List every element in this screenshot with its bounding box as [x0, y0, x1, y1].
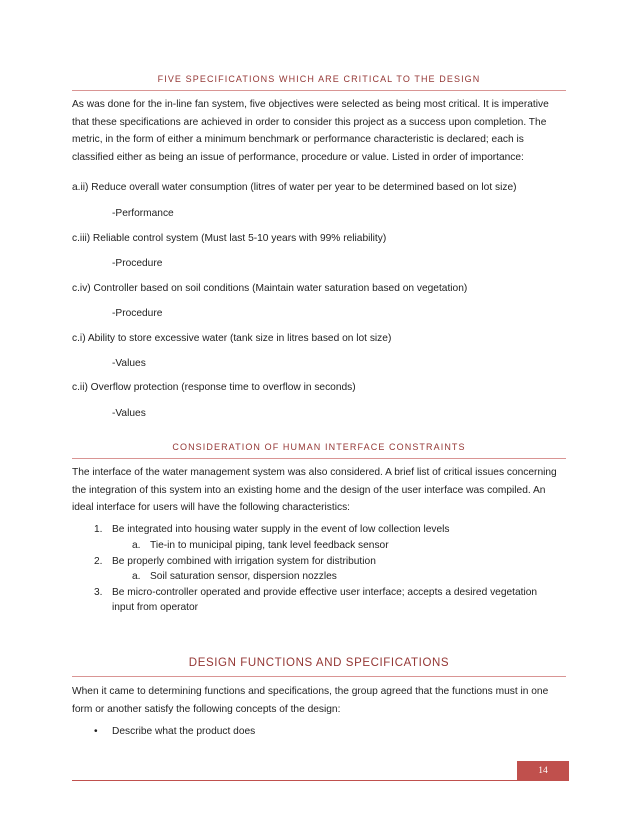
spec-item-1-category: -Performance [112, 208, 174, 219]
list-number-2: 2. [94, 556, 103, 567]
list-item-3: Be micro-controller operated and provide effective user interface; accepts a desired vegetation [112, 587, 538, 598]
section-heading-human-interface: CONSIDERATION OF HUMAN INTERFACE CONSTRAINTS [172, 442, 466, 452]
list-subitem-2a: Soil saturation sensor, dispersion nozzles [150, 571, 337, 582]
spec-item-4-category: -Values [112, 358, 146, 369]
spec-item-5: c.ii) Overflow protection (response time to overflow in seconds) [72, 382, 356, 393]
spec-item-2-category: -Procedure [112, 258, 163, 269]
footer-divider [72, 780, 566, 781]
bullet-icon: • [94, 726, 98, 737]
spec-item-3: c.iv) Controller based on soil conditions (Maintain water saturation based on vegetation) [72, 283, 468, 294]
section2-intro-paragraph: The interface of the water management system was also considered. A brief list of critical issues concerning the integration of this system into an existing home and the design of the user interface was compiled. An ideal interface for users will have the following characteristics: [72, 467, 557, 513]
heading-divider [72, 90, 566, 91]
section1-intro-paragraph: As was done for the in-line fan system, five objectives were selected as being most critical. It is imperative that these specifications are achieved in order to consider this project as a success upon completion. The metric, in the form of either a minimum benchmark or performance characteristic is declared; each is classified either as being an issue of performance, procedure or value. Listed in order of importance: [72, 99, 549, 163]
heading-divider [72, 676, 566, 677]
spec-item-1: a.ii) Reduce overall water consumption (litres of water per year to be determined based on lot size) [72, 182, 517, 193]
list-subitem-1a: Tie-in to municipal piping, tank level feedback sensor [150, 540, 389, 551]
page-number: 14 [538, 766, 548, 776]
list-item-3-continued: input from operator [112, 602, 199, 613]
list-item-1: Be integrated into housing water supply in the event of low collection levels [112, 524, 450, 535]
heading-divider [72, 458, 566, 459]
list-number-3: 3. [94, 587, 103, 598]
list-subnumber-1a: a. [132, 540, 141, 551]
section-heading-critical-specifications: FIVE SPECIFICATIONS WHICH ARE CRITICAL TO THE DESIGN [157, 74, 481, 84]
spec-item-5-category: -Values [112, 408, 146, 419]
spec-item-4: c.i) Ability to store excessive water (tank size in litres based on lot size) [72, 333, 392, 344]
list-subnumber-2a: a. [132, 571, 141, 582]
spec-item-3-category: -Procedure [112, 308, 163, 319]
bullet-item: Describe what the product does [112, 726, 256, 737]
list-item-2: Be properly combined with irrigation system for distribution [112, 556, 376, 567]
section3-intro-paragraph: When it came to determining functions and specifications, the group agreed that the functions must in one form or another satisfy the following concepts of the design: [72, 686, 549, 715]
list-number-1: 1. [94, 524, 103, 535]
spec-item-2: c.iii) Reliable control system (Must last 5-10 years with 99% reliability) [72, 233, 387, 244]
section-heading-design-functions: DESIGN FUNCTIONS AND SPECIFICATIONS [188, 657, 450, 669]
